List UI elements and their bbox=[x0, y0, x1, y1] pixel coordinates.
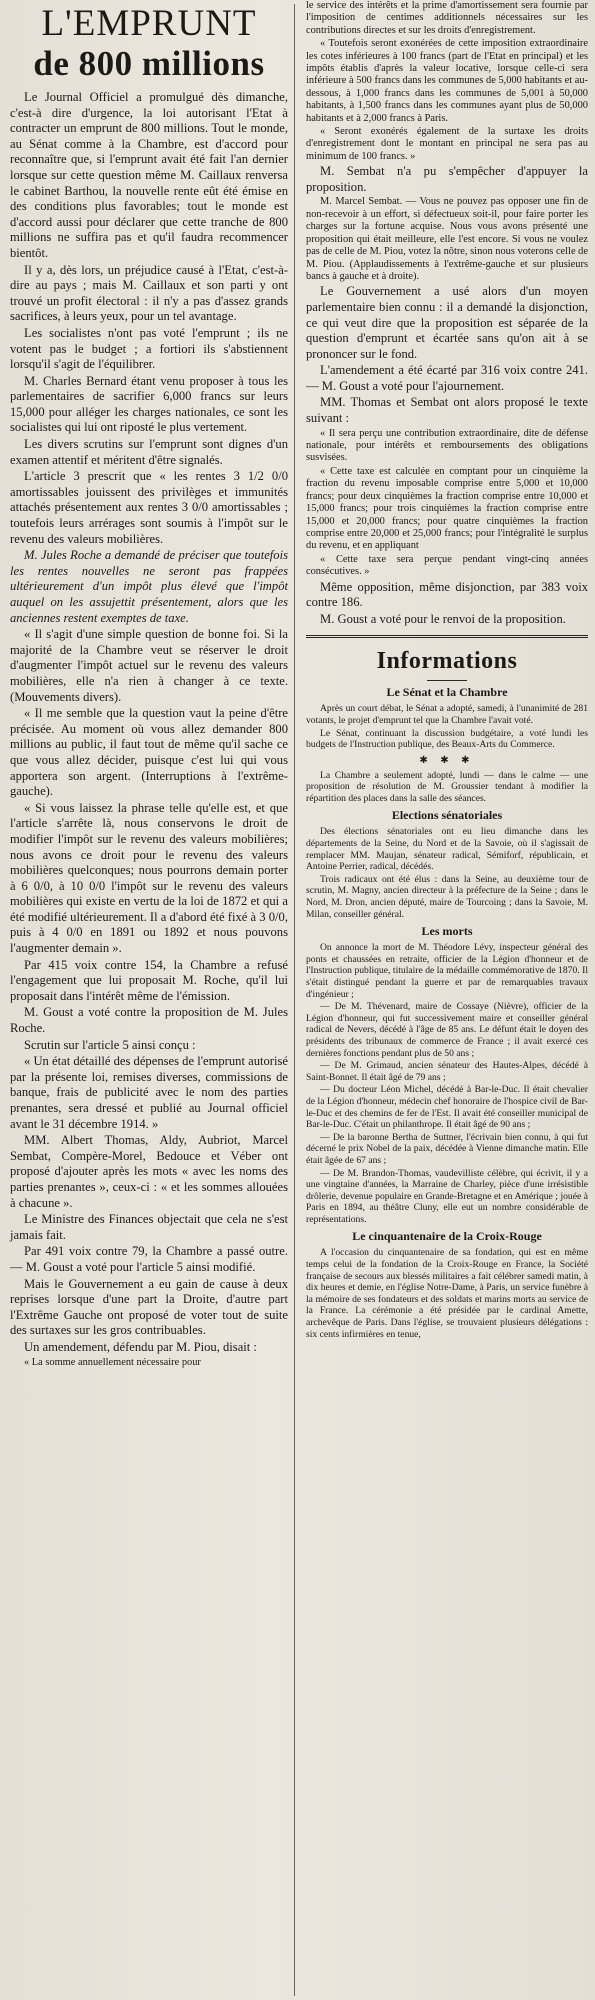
news-paragraph: Après un court débat, le Sénat a adopté, samedi, à l'unanimité de 281 votants, le projet d'emprunt tel que la Chambre l'avait voté. bbox=[306, 703, 588, 726]
paragraph: Les divers scrutins sur l'emprunt sont dignes d'un examen attentif et méritent d'être signalés. bbox=[10, 437, 288, 467]
star-separator: ✱ ✱ ✱ bbox=[419, 754, 475, 766]
headline-sub: de 800 millions bbox=[33, 44, 265, 83]
headline-main: L'EMPRUNT bbox=[41, 3, 257, 44]
speech-paragraph: M. Marcel Sembat. — Vous ne pouvez pas opposer une fin de non-recevoir à un effort, si défectueux soit-il, pour faire porter les charges sur la fortune acquise. Nous vous avons présenté une proposition qui était meilleure, elle l'est encore. Si vous ne voulez pas de celle de M. Piou, votez la nôtre, sinon nous voterons celle de M. Piou. (Applaudissements à l'extrême-gauche et sur plusieurs bancs à gauche et à droite). bbox=[306, 196, 588, 282]
quote-paragraph: « Il me semble que la question vaut la peine d'être précisée. Au moment où vous allez demander 800 millions au public, il faut tout de même qu'il sache ce que vous allez décider, puisque c'est lui qui vous apportera son argent. (Interruptions à l'extrême-gauche). bbox=[10, 706, 288, 799]
column-divider bbox=[294, 4, 295, 1996]
section-heading: Le Sénat et la Chambre bbox=[386, 685, 508, 700]
paragraph: M. Goust a voté contre la proposition de M. Jules Roche. bbox=[10, 1005, 288, 1036]
news-paragraph: Des élections sénatoriales ont eu lieu dimanche dans les départements de la Seine, du Nord et de la Savoie, où il s'agissait de remplacer MM. Maujan, sénateur radical, Sémiforf, républicain, et Antoine Perrier, radical, décédés. bbox=[306, 826, 588, 873]
paragraph: Un amendement, défendu par M. Piou, disait : bbox=[24, 1339, 257, 1354]
news-paragraph: A l'occasion du cinquantenaire de sa fondation, qui est en même temps celui de la fondation de la Croix-Rouge en France, la Société française de secours aux blessés militaires a fait célébrer samedi matin, à dix heures et demie, en l'église Notre-Dame, à Paris, un service funèbre à la mémoire de ses fondateurs et des soldats et marins morts au service de la France. La cérémonie a été présidée par le cardinal Amette, archevêque de Paris. Dans l'église, se trouvaient plusieurs délégations : six cents infirmières en tenue, bbox=[306, 1247, 588, 1340]
news-paragraph: — De M. Thévenard, maire de Cossaye (Nièvre), officier de la Légion d'honneur, qui fut successivement maire et conseiller général radical de Nevers, décédé à l'âge de 85 ans. Le défunt était le doyen des présidents des tribunaux de commerce de France ; il avait exercé ces dernières fonctions pendant plus de 50 ans ; bbox=[306, 1001, 588, 1059]
quote-paragraph: « La somme annuellement nécessaire pour bbox=[24, 1356, 201, 1368]
quote-paragraph: « Cette taxe sera perçue pendant vingt-cinq années consécutives. » bbox=[306, 553, 588, 578]
quote-paragraph: « Si vous laissez la phrase telle qu'elle est, et que l'article s'arrête là, nous conservons le droit de modifier l'impôt sur le revenu des valeurs mobilières; nous avons ce droit pour le revenu des valeurs mobilières quelconques; nous pourrons demain porter à 6 0/0, à 10 0/0 l'impôt sur le revenu des valeurs mobilières qui existe en vertu de la loi de 1872 et qui a été modifié ultérieurement. Il a d'abord été fixé à 3 0/0, puis à 4 0/0 en 1891 ou 1892 et nous pouvons l'augmenter demain ». bbox=[10, 800, 288, 956]
news-paragraph: — De M. Brandon-Thomas, vaudevilliste célèbre, qui écrivit, il y a une vingtaine d'années, la Marraine de Charley, pièce d'une irrésistible drôlerie, devenue populaire en Grande-Bretagne et en Amérique ; jouée à Paris en 1894, au théâtre Cluny, elle eut un nombre considérable de représentations. bbox=[306, 1167, 588, 1225]
quote-paragraph: « Cette taxe est calculée en comptant pour un cinquième la fraction du revenu imposable comprise entre 5,000 et 10,000 francs; pour deux cinquièmes la fraction comprise entre 10,000 et 15,000 francs; pour trois cinquièmes la fraction comprise entre 15,000 et 20,000 francs; pour quatre cinquièmes la fraction comprise entre 20,000 et 25,000 francs; pour l'intégralité le surplus du revenu, et en appliquant bbox=[306, 465, 588, 552]
news-paragraph: La Chambre a seulement adopté, lundi — dans le calme — une proposition de résolution de M. Groussier tendant à modifier la répartition des places dans la salle des séances. bbox=[306, 769, 588, 804]
quote-paragraph: « Seront exonérés également de la surtaxe les droits d'enregistrement dont le montant en principal ne sera pas au minimum de 100 francs. » bbox=[306, 126, 588, 162]
section-heading: Elections sénatoriales bbox=[391, 808, 503, 823]
paragraph: Le Journal Officiel a promulgué dès dimanche, c'est-à dire d'urgence, la loi autorisant l'Etat à contracter un emprunt de 800 millions. Tout le monde, au Sénat comme à la Chambre, est d'accord pour reconnaître que, si l'emprunt avait été fait l'an dernier lorsque sur cette question même M. Caillaux renversa le cabinet Barthou, la nouvelle rente eût été émise en des conditions plus favorables; tout le monde est d'accord aussi pour déclarer que cette tranche de 800 millions ne suffira pas et qu'il faudra recommencer bientôt. bbox=[10, 90, 288, 260]
paragraph: Scrutin sur l'article 5 ainsi conçu : bbox=[24, 1037, 196, 1052]
news-paragraph: — De M. Grimaud, ancien sénateur des Hautes-Alpes, décédé à Saint-Bonnet. Il était âgé de 79 ans ; bbox=[306, 1060, 588, 1083]
paragraph: Même opposition, même disjonction, par 383 voix contre 186. bbox=[306, 579, 588, 610]
right-column bbox=[300, 0, 591, 2000]
paragraph: MM. Albert Thomas, Aldy, Aubriot, Marcel Sembat, Compère-Morel, Bedouce et Véber ont proposé d'ajouter après les mots « avec les noms des parties prenantes », ceux-ci : « et les sommes allouées à chacune ». bbox=[10, 1133, 288, 1210]
news-paragraph: Trois radicaux ont été élus : dans la Seine, au deuxième tour de scrutin, M. Magny, ancien directeur à la préfecture de la Seine ; dans le Nord, M. Dron, ancien député, maire de Tourcoing ; dans la Savoie, M. Milan, conseiller général. bbox=[306, 873, 588, 920]
left-column bbox=[4, 0, 291, 2000]
news-paragraph: — Du docteur Léon Michel, décédé à Bar-le-Duc. Il était chevalier de la Légion d'honneur, médecin chef honoraire de l'hospice civil de Bar-le-Duc et des chemins de fer de l'Est. Il avait été conseiller municipal de Bar-le-Duc. C'était un philanthrope. Il était âgé de 90 ans ; bbox=[306, 1084, 588, 1131]
paragraph: M. Goust a voté pour le renvoi de la proposition. bbox=[320, 611, 566, 626]
paragraph: Le Ministre des Finances objectait que cela ne s'est jamais fait. bbox=[10, 1212, 288, 1242]
quote-paragraph: « Toutefois seront exonérées de cette imposition extraordinaire les cotes inférieures à 100 francs (part de l'Etat en principal) et les impôts établis d'après la valeur locative, lorsque celle-ci sera inférieure à 500 francs dans les communes de 5,000 habitants et au-dessous, à 1,000 francs dans les communes de 5,001 à 50,000 habitants, à 1,500 francs dans les communes ayant plus de 50,000 habitants et à 2,000 francs à Paris. bbox=[306, 38, 588, 124]
quote-paragraph: « Il sera perçu une contribution extraordinaire, dite de défense nationale, pour intérêts et remboursements des obligations susvisées. bbox=[306, 427, 588, 464]
section-separator bbox=[306, 635, 588, 638]
news-paragraph: — De la baronne Bertha de Suttner, l'écrivain bien connu, à qui fut décerné le prix Nobel de la paix, décédée à Vienne dimanche matin. Elle était âgée de 67 ans ; bbox=[306, 1131, 588, 1166]
paragraph: M. Jules Roche a demandé de préciser que toutefois les rentes nouvelles ne seront pas frappées ultérieurement d'un impôt plus élevé que l'impôt auquel on les assujettit présentement, alors que les anciennes restent exemptes de taxe. bbox=[10, 548, 288, 625]
informations-heading: Informations bbox=[376, 648, 518, 675]
paragraph: L'article 3 prescrit que « les rentes 3 1/2 0/0 amortissables jouissent des privilèges et immunités attachés présentement aux rentes 3 0/0 amortissables ; toutefois leurs arrérages sont soumis à l'impôt sur le revenu des valeurs mobilières. bbox=[10, 469, 288, 546]
paragraph: M. Sembat n'a pu s'empêcher d'appuyer la proposition. bbox=[306, 164, 588, 194]
paragraph: Il y a, dès lors, un préjudice causé à l'Etat, c'est-à-dire au pays ; mais M. Caillaux et son parti y ont trouvé un profit électoral : il n'y a pas d'assez grands sacrifices, à leurs yeux, pour un tel avantage. bbox=[10, 262, 288, 324]
paragraph: Mais le Gouvernement a eu gain de cause à deux reprises lorsque d'une part la Droite, d'autre part l'Extrême Gauche ont proposé de voter tout de suite des surtaxes sur les gros contribuables. bbox=[10, 1276, 288, 1338]
paragraph: Le Gouvernement a usé alors d'un moyen parlementaire bien connu : il a demandé la disjonction, ce qui veut dire que la proposition est séparée de la question d'emprunt et écartée sans qu'on ait à se prononcer sur le fond. bbox=[306, 284, 588, 361]
quote-paragraph: « Un état détaillé des dépenses de l'emprunt autorisé par la présente loi, remises diverses, commissions de banque, frais de publicité avec le nom des parties prenantes, sera dressé et publié au Journal officiel avant le 31 décembre 1914. » bbox=[10, 1054, 288, 1131]
section-heading: Le cinquantenaire de la Croix-Rouge bbox=[352, 1229, 542, 1244]
section-heading: Les morts bbox=[421, 924, 473, 939]
quote-paragraph: le service des intérêts et la prime d'amortissement sera fournie par l'imposition de centimes additionnels nécessaires sur les contributions directes et sur les droits d'enregistrement. bbox=[306, 0, 588, 36]
paragraph: MM. Thomas et Sembat ont alors proposé le texte suivant : bbox=[306, 395, 588, 426]
short-rule bbox=[427, 680, 467, 681]
paragraph: M. Charles Bernard étant venu proposer à tous les parlementaires de sacrifier 6,000 francs sur leurs 15,000 pour alléger les charges nationales, ce sont les socialistes qui lui ont riposté le plus vertement. bbox=[10, 373, 288, 435]
news-paragraph: Le Sénat, continuant la discussion budgétaire, a voté lundi les budgets de l'Instruction publique, des Beaux-Arts du Commerce. bbox=[306, 727, 588, 751]
paragraph: Par 491 voix contre 79, la Chambre a passé outre. — M. Goust a voté pour l'article 5 ainsi modifié. bbox=[10, 1244, 288, 1274]
paragraph: Les socialistes n'ont pas voté l'emprunt ; ils ne votent pas le budget ; a fortiori ils s'abstiennent lorsqu'il s'agit de l'équilibrer. bbox=[10, 325, 288, 372]
news-paragraph: On annonce la mort de M. Théodore Lévy, inspecteur général des ponts et chaussées en retraite, officier de la Légion d'honneur et de l'Instruction publique, titulaire de la médaille commémorative de 1870. Il s'était distingué pendant la guerre et par de remarquables travaux d'ingénieur ; bbox=[306, 942, 588, 1000]
quote-paragraph: « Il s'agit d'une simple question de bonne foi. Si la majorité de la Chambre veut se réserver le droit d'augmenter l'impôt actuel sur le revenu des valeurs mobilières, elle n'a rien à changer à ce texte. (Mouvements divers). bbox=[10, 627, 288, 704]
paragraph: L'amendement a été écarté par 316 voix contre 241. — M. Goust a voté pour l'ajournement. bbox=[306, 363, 588, 393]
paragraph: Par 415 voix contre 154, la Chambre a refusé l'engagement que lui proposait M. Roche, qu'il lui proposait dans l'intérêt même de l'émission. bbox=[10, 957, 288, 1003]
